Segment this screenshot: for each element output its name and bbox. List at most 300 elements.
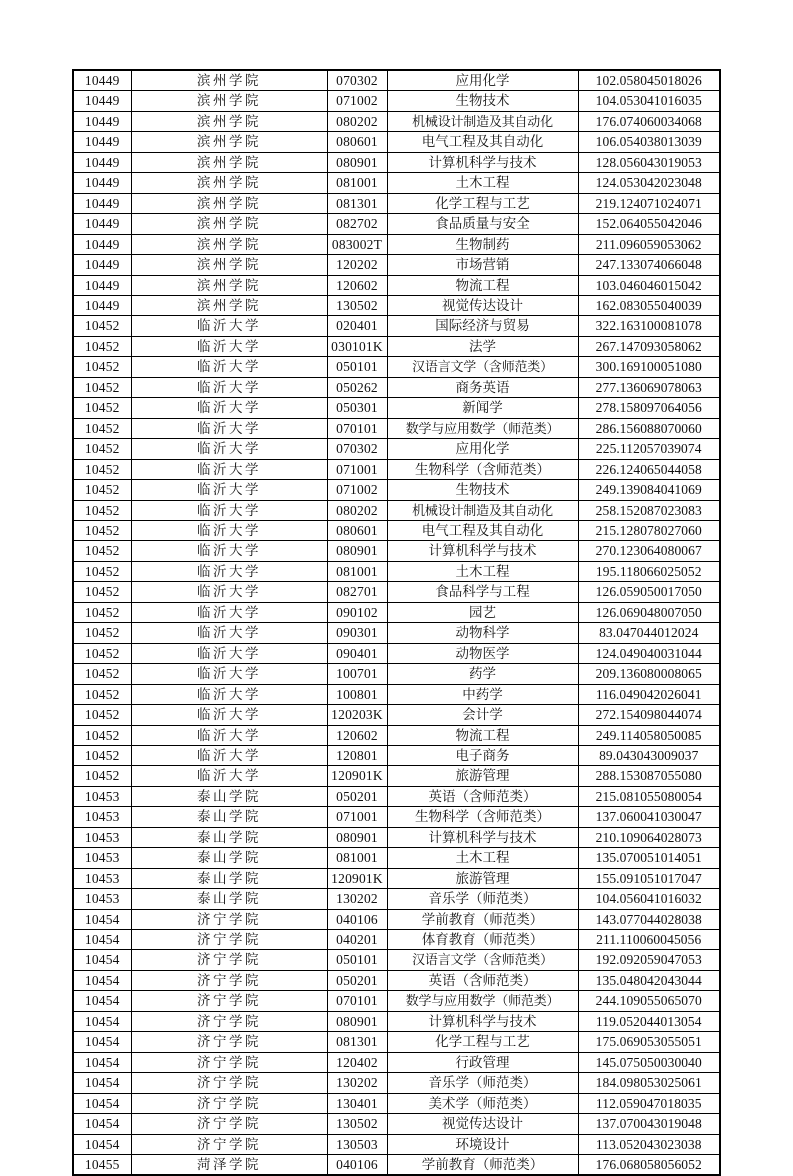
cell-major-name: 商务英语 <box>387 377 578 397</box>
cell-major-code: 020401 <box>327 316 387 336</box>
cell-major-code: 071002 <box>327 480 387 500</box>
cell-score: 103.046046015042 <box>578 275 720 295</box>
cell-score: 112.059047018035 <box>578 1093 720 1113</box>
table-row <box>73 132 720 152</box>
cell-institution-name: 泰山学院 <box>131 848 327 868</box>
cell-score: 288.153087055080 <box>578 766 720 786</box>
cell-major-name: 法学 <box>387 336 578 356</box>
cell-major-name: 英语（含师范类） <box>387 970 578 990</box>
cell-institution-code: 10453 <box>73 868 131 888</box>
cell-major-code: 081301 <box>327 193 387 213</box>
cell-major-code: 050201 <box>327 786 387 806</box>
cell-major-name: 市场营销 <box>387 255 578 275</box>
table-row <box>73 725 720 745</box>
cell-major-name: 计算机科学与技术 <box>387 1011 578 1031</box>
cell-major-name: 生物科学（含师范类） <box>387 807 578 827</box>
cell-institution-code: 10449 <box>73 295 131 315</box>
table-row <box>73 234 720 254</box>
cell-major-name: 汉语言文学（含师范类） <box>387 357 578 377</box>
cell-institution-code: 10452 <box>73 582 131 602</box>
cell-institution-name: 济宁学院 <box>131 970 327 990</box>
cell-institution-name: 滨州学院 <box>131 255 327 275</box>
cell-institution-code: 10449 <box>73 173 131 193</box>
table-row <box>73 255 720 275</box>
cell-major-code: 040106 <box>327 909 387 929</box>
cell-major-code: 050101 <box>327 357 387 377</box>
cell-score: 226.124065044058 <box>578 459 720 479</box>
cell-major-name: 视觉传达设计 <box>387 295 578 315</box>
cell-major-name: 动物医学 <box>387 643 578 663</box>
cell-major-name: 机械设计制造及其自动化 <box>387 111 578 131</box>
cell-institution-name: 临沂大学 <box>131 582 327 602</box>
table-row <box>73 950 720 970</box>
cell-score: 143.077044028038 <box>578 909 720 929</box>
cell-institution-name: 临沂大学 <box>131 705 327 725</box>
table-row <box>73 786 720 806</box>
cell-institution-code: 10454 <box>73 909 131 929</box>
table-row <box>73 418 720 438</box>
cell-major-name: 动物科学 <box>387 623 578 643</box>
cell-major-code: 081301 <box>327 1032 387 1052</box>
cell-institution-name: 临沂大学 <box>131 541 327 561</box>
table-row <box>73 541 720 561</box>
cell-institution-name: 滨州学院 <box>131 214 327 234</box>
cell-institution-code: 10453 <box>73 786 131 806</box>
table-row <box>73 459 720 479</box>
cell-score: 176.074060034068 <box>578 111 720 131</box>
cell-institution-code: 10452 <box>73 377 131 397</box>
cell-major-code: 080601 <box>327 132 387 152</box>
cell-major-code: 120602 <box>327 275 387 295</box>
table-row <box>73 193 720 213</box>
score-table-body <box>73 70 720 1175</box>
cell-institution-code: 10449 <box>73 70 131 91</box>
cell-institution-code: 10454 <box>73 1134 131 1154</box>
cell-major-name: 学前教育（师范类） <box>387 1155 578 1176</box>
table-row <box>73 970 720 990</box>
cell-institution-code: 10452 <box>73 418 131 438</box>
cell-institution-name: 滨州学院 <box>131 91 327 111</box>
cell-major-name: 英语（含师范类） <box>387 786 578 806</box>
cell-score: 135.048042043044 <box>578 970 720 990</box>
cell-major-name: 食品质量与安全 <box>387 214 578 234</box>
cell-major-name: 计算机科学与技术 <box>387 827 578 847</box>
cell-institution-name: 临沂大学 <box>131 418 327 438</box>
cell-major-name: 计算机科学与技术 <box>387 541 578 561</box>
table-row <box>73 439 720 459</box>
cell-major-code: 071001 <box>327 807 387 827</box>
cell-major-code: 080601 <box>327 520 387 540</box>
cell-major-code: 130502 <box>327 295 387 315</box>
cell-major-name: 食品科学与工程 <box>387 582 578 602</box>
cell-institution-name: 济宁学院 <box>131 909 327 929</box>
table-row <box>73 1032 720 1052</box>
cell-major-code: 120901K <box>327 868 387 888</box>
cell-institution-code: 10452 <box>73 439 131 459</box>
cell-institution-code: 10454 <box>73 1011 131 1031</box>
cell-score: 116.049042026041 <box>578 684 720 704</box>
cell-major-code: 071002 <box>327 91 387 111</box>
cell-institution-code: 10452 <box>73 357 131 377</box>
score-table <box>72 69 721 1176</box>
cell-institution-code: 10449 <box>73 91 131 111</box>
table-row <box>73 807 720 827</box>
cell-major-name: 视觉传达设计 <box>387 1114 578 1134</box>
table-row <box>73 111 720 131</box>
cell-score: 124.053042023048 <box>578 173 720 193</box>
cell-score: 89.043043009037 <box>578 745 720 765</box>
cell-institution-name: 济宁学院 <box>131 1032 327 1052</box>
table-row <box>73 357 720 377</box>
cell-institution-code: 10453 <box>73 827 131 847</box>
cell-institution-name: 济宁学院 <box>131 1052 327 1072</box>
table-row <box>73 214 720 234</box>
cell-institution-code: 10454 <box>73 1032 131 1052</box>
cell-score: 277.136069078063 <box>578 377 720 397</box>
cell-institution-name: 临沂大学 <box>131 602 327 622</box>
cell-institution-code: 10452 <box>73 541 131 561</box>
cell-score: 215.081055080054 <box>578 786 720 806</box>
cell-institution-name: 临沂大学 <box>131 766 327 786</box>
cell-major-name: 计算机科学与技术 <box>387 152 578 172</box>
cell-score: 209.136080008065 <box>578 664 720 684</box>
cell-major-code: 120203K <box>327 705 387 725</box>
cell-major-code: 130202 <box>327 1073 387 1093</box>
table-row <box>73 398 720 418</box>
cell-score: 225.112057039074 <box>578 439 720 459</box>
cell-major-name: 音乐学（师范类） <box>387 889 578 909</box>
cell-score: 184.098053025061 <box>578 1073 720 1093</box>
cell-major-code: 080901 <box>327 541 387 561</box>
cell-major-code: 100801 <box>327 684 387 704</box>
cell-institution-code: 10449 <box>73 255 131 275</box>
cell-institution-name: 滨州学院 <box>131 173 327 193</box>
cell-major-name: 药学 <box>387 664 578 684</box>
table-row <box>73 991 720 1011</box>
cell-institution-code: 10452 <box>73 561 131 581</box>
cell-institution-code: 10454 <box>73 1073 131 1093</box>
cell-institution-code: 10452 <box>73 643 131 663</box>
table-row <box>73 623 720 643</box>
cell-score: 195.118066025052 <box>578 561 720 581</box>
cell-institution-name: 临沂大学 <box>131 643 327 663</box>
cell-institution-name: 滨州学院 <box>131 234 327 254</box>
cell-major-code: 120801 <box>327 745 387 765</box>
cell-institution-name: 济宁学院 <box>131 1073 327 1093</box>
table-row <box>73 909 720 929</box>
cell-institution-name: 临沂大学 <box>131 725 327 745</box>
table-row <box>73 930 720 950</box>
cell-score: 211.110060045056 <box>578 930 720 950</box>
cell-major-name: 化学工程与工艺 <box>387 1032 578 1052</box>
cell-institution-name: 济宁学院 <box>131 1093 327 1113</box>
cell-major-code: 050201 <box>327 970 387 990</box>
cell-institution-name: 滨州学院 <box>131 275 327 295</box>
cell-institution-code: 10452 <box>73 664 131 684</box>
cell-major-name: 生物技术 <box>387 91 578 111</box>
table-row <box>73 1155 720 1176</box>
cell-major-code: 080202 <box>327 500 387 520</box>
cell-major-name: 美术学（师范类） <box>387 1093 578 1113</box>
cell-major-code: 130502 <box>327 1114 387 1134</box>
cell-institution-name: 滨州学院 <box>131 295 327 315</box>
table-row <box>73 1011 720 1031</box>
cell-major-name: 数学与应用数学（师范类） <box>387 991 578 1011</box>
cell-institution-name: 滨州学院 <box>131 132 327 152</box>
cell-institution-code: 10454 <box>73 950 131 970</box>
table-row <box>73 827 720 847</box>
cell-major-code: 130202 <box>327 889 387 909</box>
cell-institution-code: 10455 <box>73 1155 131 1176</box>
cell-institution-name: 临沂大学 <box>131 561 327 581</box>
cell-score: 211.096059053062 <box>578 234 720 254</box>
table-row <box>73 705 720 725</box>
cell-institution-code: 10454 <box>73 970 131 990</box>
cell-institution-code: 10453 <box>73 807 131 827</box>
cell-major-name: 电气工程及其自动化 <box>387 520 578 540</box>
cell-score: 126.069048007050 <box>578 602 720 622</box>
cell-major-code: 070302 <box>327 70 387 91</box>
cell-institution-code: 10452 <box>73 500 131 520</box>
cell-institution-code: 10453 <box>73 889 131 909</box>
cell-major-name: 土木工程 <box>387 848 578 868</box>
cell-institution-code: 10449 <box>73 275 131 295</box>
table-row <box>73 684 720 704</box>
cell-score: 249.139084041069 <box>578 480 720 500</box>
cell-score: 322.163100081078 <box>578 316 720 336</box>
table-row <box>73 377 720 397</box>
cell-major-name: 园艺 <box>387 602 578 622</box>
table-row <box>73 1134 720 1154</box>
table-row <box>73 91 720 111</box>
cell-major-code: 070101 <box>327 418 387 438</box>
cell-institution-name: 滨州学院 <box>131 193 327 213</box>
table-row <box>73 70 720 91</box>
cell-institution-name: 滨州学院 <box>131 111 327 131</box>
cell-institution-code: 10452 <box>73 398 131 418</box>
cell-institution-code: 10452 <box>73 745 131 765</box>
cell-score: 119.052044013054 <box>578 1011 720 1031</box>
cell-institution-code: 10449 <box>73 214 131 234</box>
cell-institution-code: 10452 <box>73 766 131 786</box>
table-row <box>73 480 720 500</box>
cell-institution-name: 临沂大学 <box>131 745 327 765</box>
cell-institution-name: 泰山学院 <box>131 889 327 909</box>
cell-institution-name: 济宁学院 <box>131 991 327 1011</box>
cell-score: 128.056043019053 <box>578 152 720 172</box>
cell-institution-code: 10452 <box>73 336 131 356</box>
cell-institution-code: 10452 <box>73 520 131 540</box>
cell-score: 137.070043019048 <box>578 1114 720 1134</box>
cell-score: 113.052043023038 <box>578 1134 720 1154</box>
cell-institution-name: 临沂大学 <box>131 623 327 643</box>
cell-major-code: 120402 <box>327 1052 387 1072</box>
cell-major-name: 应用化学 <box>387 439 578 459</box>
cell-institution-code: 10454 <box>73 1114 131 1134</box>
cell-major-name: 学前教育（师范类） <box>387 909 578 929</box>
cell-score: 155.091051017047 <box>578 868 720 888</box>
cell-major-name: 应用化学 <box>387 70 578 91</box>
table-row <box>73 889 720 909</box>
cell-institution-name: 滨州学院 <box>131 152 327 172</box>
cell-institution-code: 10454 <box>73 930 131 950</box>
cell-major-code: 080901 <box>327 827 387 847</box>
cell-institution-name: 济宁学院 <box>131 1134 327 1154</box>
cell-major-name: 物流工程 <box>387 275 578 295</box>
cell-score: 176.068058056052 <box>578 1155 720 1176</box>
table-row <box>73 561 720 581</box>
cell-institution-name: 泰山学院 <box>131 786 327 806</box>
cell-score: 278.158097064056 <box>578 398 720 418</box>
cell-score: 219.124071024071 <box>578 193 720 213</box>
cell-institution-name: 临沂大学 <box>131 398 327 418</box>
table-row <box>73 316 720 336</box>
cell-institution-code: 10454 <box>73 1052 131 1072</box>
cell-institution-name: 临沂大学 <box>131 664 327 684</box>
cell-score: 270.123064080067 <box>578 541 720 561</box>
table-row <box>73 1093 720 1113</box>
cell-institution-name: 泰山学院 <box>131 807 327 827</box>
cell-major-name: 物流工程 <box>387 725 578 745</box>
cell-major-code: 081001 <box>327 173 387 193</box>
cell-major-code: 120202 <box>327 255 387 275</box>
cell-major-code: 070302 <box>327 439 387 459</box>
cell-score: 126.059050017050 <box>578 582 720 602</box>
table-row <box>73 500 720 520</box>
cell-institution-name: 临沂大学 <box>131 439 327 459</box>
cell-institution-code: 10449 <box>73 152 131 172</box>
cell-major-code: 082701 <box>327 582 387 602</box>
cell-major-name: 旅游管理 <box>387 766 578 786</box>
cell-major-code: 080901 <box>327 1011 387 1031</box>
cell-major-code: 050101 <box>327 950 387 970</box>
cell-institution-name: 临沂大学 <box>131 520 327 540</box>
cell-major-name: 生物制药 <box>387 234 578 254</box>
table-row <box>73 275 720 295</box>
cell-major-name: 新闻学 <box>387 398 578 418</box>
cell-institution-name: 临沂大学 <box>131 459 327 479</box>
cell-institution-name: 滨州学院 <box>131 70 327 91</box>
table-row <box>73 602 720 622</box>
score-table-container <box>72 69 719 1176</box>
cell-score: 300.169100051080 <box>578 357 720 377</box>
cell-score: 215.128078027060 <box>578 520 720 540</box>
table-row <box>73 745 720 765</box>
cell-major-code: 050301 <box>327 398 387 418</box>
cell-institution-code: 10452 <box>73 705 131 725</box>
cell-institution-name: 泰山学院 <box>131 868 327 888</box>
cell-institution-name: 泰山学院 <box>131 827 327 847</box>
cell-major-code: 120602 <box>327 725 387 745</box>
cell-major-name: 体育教育（师范类） <box>387 930 578 950</box>
table-row <box>73 1073 720 1093</box>
cell-institution-name: 菏泽学院 <box>131 1155 327 1176</box>
cell-major-code: 090401 <box>327 643 387 663</box>
cell-score: 135.070051014051 <box>578 848 720 868</box>
cell-score: 272.154098044074 <box>578 705 720 725</box>
cell-major-name: 中药学 <box>387 684 578 704</box>
cell-major-code: 130401 <box>327 1093 387 1113</box>
cell-institution-code: 10449 <box>73 132 131 152</box>
cell-institution-name: 济宁学院 <box>131 930 327 950</box>
cell-institution-name: 临沂大学 <box>131 684 327 704</box>
cell-major-code: 040106 <box>327 1155 387 1176</box>
cell-major-code: 080901 <box>327 152 387 172</box>
cell-score: 102.058045018026 <box>578 70 720 91</box>
cell-institution-name: 济宁学院 <box>131 950 327 970</box>
table-row <box>73 848 720 868</box>
cell-major-code: 081001 <box>327 848 387 868</box>
cell-major-code: 090102 <box>327 602 387 622</box>
cell-major-code: 071001 <box>327 459 387 479</box>
cell-score: 210.109064028073 <box>578 827 720 847</box>
cell-score: 145.075050030040 <box>578 1052 720 1072</box>
cell-major-code: 080202 <box>327 111 387 131</box>
cell-institution-name: 临沂大学 <box>131 336 327 356</box>
cell-score: 175.069053055051 <box>578 1032 720 1052</box>
cell-major-name: 汉语言文学（含师范类） <box>387 950 578 970</box>
cell-score: 106.054038013039 <box>578 132 720 152</box>
cell-score: 83.047044012024 <box>578 623 720 643</box>
cell-institution-code: 10452 <box>73 480 131 500</box>
cell-institution-name: 临沂大学 <box>131 316 327 336</box>
cell-score: 104.056041016032 <box>578 889 720 909</box>
cell-score: 104.053041016035 <box>578 91 720 111</box>
cell-institution-code: 10452 <box>73 316 131 336</box>
cell-institution-name: 济宁学院 <box>131 1114 327 1134</box>
cell-institution-code: 10452 <box>73 459 131 479</box>
cell-score: 162.083055040039 <box>578 295 720 315</box>
cell-institution-name: 临沂大学 <box>131 500 327 520</box>
cell-score: 267.147093058062 <box>578 336 720 356</box>
cell-major-code: 090301 <box>327 623 387 643</box>
cell-major-code: 081001 <box>327 561 387 581</box>
cell-major-code: 082702 <box>327 214 387 234</box>
cell-institution-code: 10452 <box>73 684 131 704</box>
table-row <box>73 868 720 888</box>
cell-institution-name: 济宁学院 <box>131 1011 327 1031</box>
cell-major-name: 数学与应用数学（师范类） <box>387 418 578 438</box>
table-row <box>73 173 720 193</box>
table-row <box>73 295 720 315</box>
cell-major-name: 电气工程及其自动化 <box>387 132 578 152</box>
cell-score: 247.133074066048 <box>578 255 720 275</box>
table-row <box>73 152 720 172</box>
cell-institution-name: 临沂大学 <box>131 377 327 397</box>
cell-institution-code: 10453 <box>73 848 131 868</box>
cell-score: 244.109055065070 <box>578 991 720 1011</box>
cell-major-code: 030101K <box>327 336 387 356</box>
cell-institution-code: 10452 <box>73 602 131 622</box>
cell-major-code: 083002T <box>327 234 387 254</box>
cell-major-name: 电子商务 <box>387 745 578 765</box>
cell-institution-code: 10449 <box>73 234 131 254</box>
table-row <box>73 643 720 663</box>
cell-major-name: 行政管理 <box>387 1052 578 1072</box>
table-row <box>73 1052 720 1072</box>
cell-score: 192.092059047053 <box>578 950 720 970</box>
cell-major-name: 化学工程与工艺 <box>387 193 578 213</box>
cell-major-name: 土木工程 <box>387 561 578 581</box>
cell-score: 286.156088070060 <box>578 418 720 438</box>
cell-major-name: 环境设计 <box>387 1134 578 1154</box>
cell-major-code: 050262 <box>327 377 387 397</box>
table-row <box>73 664 720 684</box>
table-row <box>73 766 720 786</box>
table-row <box>73 520 720 540</box>
cell-major-code: 040201 <box>327 930 387 950</box>
cell-institution-code: 10452 <box>73 725 131 745</box>
